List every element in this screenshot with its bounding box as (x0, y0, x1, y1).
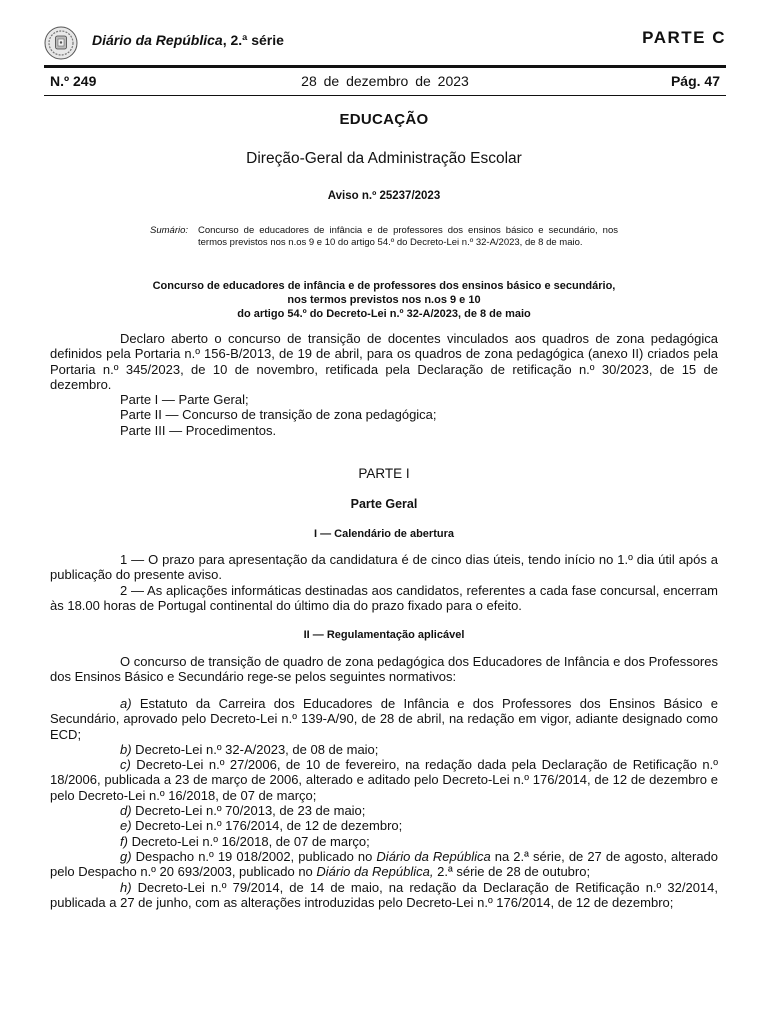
issue-meta-bar (50, 73, 720, 91)
parts-list-item: Parte II — Concurso de transição de zona pedagógica; (120, 407, 437, 423)
list-item-text: Decreto-Lei n.º 27/2006, de 10 de fevereiro, na redação dada pela Declaração de Retificação n.º 18/2006, publicada a 23 de março de 2006, alterado e aditado pelo Decreto-Lei n.º 176/2014, de 12 de dezembro e pelo Decreto-Lei n.º 16/2018, de 07 de março; (50, 757, 718, 803)
list-item-letter: e) (120, 818, 132, 834)
section-title: I — Calendário de abertura (314, 528, 454, 540)
list-item-letter: b) (120, 741, 132, 757)
header-rule-bottom (44, 95, 726, 96)
notice-number: Aviso n.º 25237/2023 (327, 190, 441, 202)
list-item-letter: h) (120, 879, 132, 895)
issue-number: N.º 249 (50, 73, 97, 89)
page-number: Pág. 47 (670, 73, 720, 89)
numbered-paragraph: 2 — As aplicações informáticas destinadas aos candidatos, referentes a cada fase concursal, encerram às 18.00 horas de Portugal continental do último dia do prazo fixado para o efeito. (50, 582, 718, 613)
list-item-text: Estatuto da Carreira dos Educadores de Infância e dos Professores dos Ensinos Básico e Secundário, aprovado pelo Decreto-Lei n.º 139-A/90, de 28 de abril, na redação em vigor, adiante designado como ECD; (50, 696, 718, 742)
journal-header (44, 26, 726, 58)
list-item-text: Decreto-Lei n.º 32-A/2023, de 08 de maio; (131, 741, 379, 757)
journal-name: Diário da República (92, 32, 223, 48)
list-item (50, 803, 718, 818)
list-item-text: Decreto-Lei n.º 16/2018, de 07 de março; (127, 833, 370, 849)
list-item-letter: d) (120, 803, 132, 819)
directorate-heading: Direção-Geral da Administração Escolar (246, 150, 522, 167)
summary-text: Concurso de educadores de infância e de professores dos ensinos básico e secundário, nos termos previstos nos n.os 9 e 10 do artigo 54.º do Decreto-Lei n.º 32-A/2023, de 8 de maio. (198, 225, 618, 248)
regulations-list (50, 696, 718, 910)
list-item-text: Despacho n.º 19 018/2002, publicado no (131, 848, 377, 864)
intro-block (50, 331, 718, 438)
list-item-text: Decreto-Lei n.º 70/2013, de 23 de maio; (131, 803, 366, 819)
journal-name-italic: Diário da República, (316, 864, 434, 880)
list-item-letter: c) (120, 757, 131, 773)
journal-name-italic: Diário da República (376, 848, 491, 864)
section-label: PARTE C (642, 28, 726, 47)
list-item (50, 757, 718, 803)
list-item-letter: a) (120, 696, 132, 711)
intro-paragraph: Declaro aberto o concurso de transição de docentes vinculados aos quadros de zona pedagógica definidos pela Portaria n.º 156-B/2013, de 19 de abril, para os quadros de zona pedagógica (anexo II) criados pela Portaria n.º 345/2023, de 10 de novembro, retificada pela Declaração de retificação n.º 30/2023, de 15 de dezembro. (50, 331, 718, 392)
part-name: Parte Geral (350, 497, 418, 511)
notice-title-line: Concurso de educadores de infância e de professores dos ensinos básico e secundário, (152, 280, 616, 292)
list-item-text: Decreto-Lei n.º 79/2014, de 14 de maio, na redação da Declaração de Retificação n.º 32/2014, publicada a 27 de junho, com as alterações introduzidas pelo Decreto-Lei n.º 176/2014, de 12 de dezembro; (50, 879, 718, 910)
list-item-text: 2.ª série de 28 de outubro; (433, 864, 591, 880)
list-item (50, 880, 718, 911)
list-item (50, 696, 718, 742)
section-1-body (50, 552, 718, 613)
list-item (50, 849, 718, 880)
list-item (50, 818, 718, 833)
issue-date: 28 de dezembro de 2023 (301, 73, 469, 89)
notice-title-line: nos termos previstos nos n.os 9 e 10 (287, 294, 481, 306)
part-heading: PARTE I (358, 466, 410, 481)
parts-list-item: Parte I — Parte Geral; (120, 392, 249, 408)
notice-title-line: do artigo 54.º do Decreto-Lei n.º 32-A/2023, de 8 de maio (237, 308, 531, 320)
section-2-intro (50, 654, 718, 685)
coat-of-arms-icon (44, 26, 78, 60)
header-rule-top (44, 65, 726, 68)
notice-title (50, 279, 718, 321)
list-item (50, 742, 718, 757)
section-title: II — Regulamentação aplicável (303, 629, 465, 641)
list-item-text: na 2.ª série, de 27 de agosto, alterado pelo Despacho n.º 20 693/2003, publicado no (50, 848, 719, 880)
list-item-letter: g) (120, 848, 132, 864)
list-item-text: Decreto-Lei n.º 176/2014, de 12 de dezembro; (131, 818, 403, 834)
journal-title (92, 32, 284, 48)
summary-label: Sumário: (150, 225, 189, 236)
ministry-heading: EDUCAÇÃO (339, 111, 429, 128)
section-intro-paragraph: O concurso de transição de quadro de zona pedagógica dos Educadores de Infância e dos Professores dos Ensinos Básico e Secundário rege-se pelos seguintes normativos: (50, 654, 718, 685)
list-item (50, 834, 718, 849)
numbered-paragraph: 1 — O prazo para apresentação da candidatura é de cinco dias úteis, tendo início no 1.º dia útil após a publicação do presente aviso. (50, 552, 718, 583)
journal-series: , 2.ª série (222, 32, 284, 48)
parts-list-item: Parte III — Procedimentos. (120, 422, 277, 438)
list-item-letter: f) (120, 833, 128, 849)
